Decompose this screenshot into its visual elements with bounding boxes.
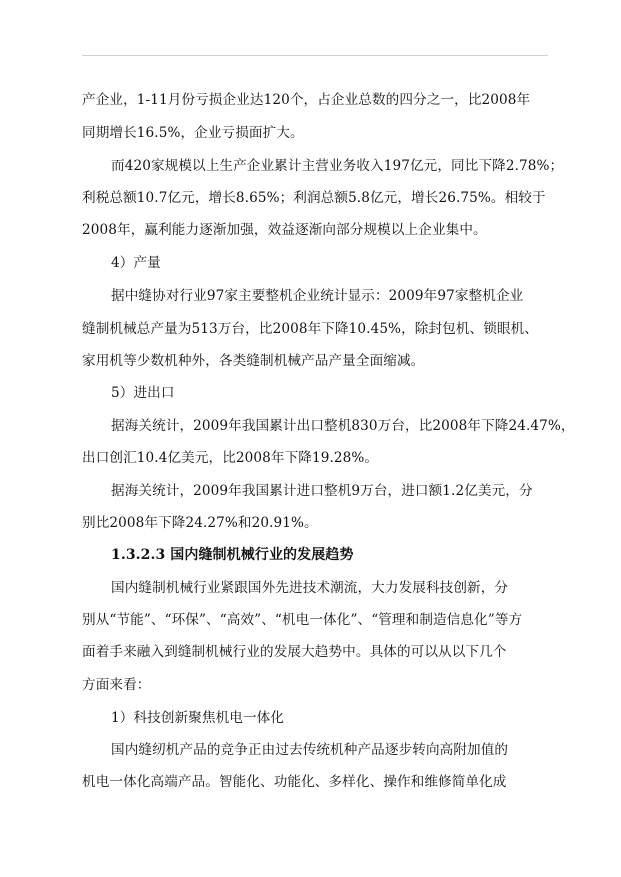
text-line: 据中缝协对行业97家主要整机企业统计显示：2009年97家整机企业	[111, 288, 524, 304]
text-line: 方面来看：	[82, 677, 151, 693]
text-line: 2008年，赢利能力逐渐加强，效益逐渐向部分规模以上企业集中。	[82, 222, 487, 238]
subheading: 1）科技创新聚焦机电一体化	[111, 710, 285, 726]
text-line: 机电一体化高端产品。智能化、功能化、多样化、操作和维修简单化成	[82, 774, 507, 790]
text-line: 产企业，1-11月份亏损企业达120个，占企业总数的四分之一，比2008年	[82, 92, 531, 108]
text-line: 同期增长16.5%，企业亏损面扩大。	[82, 125, 304, 141]
header-rule	[82, 55, 548, 56]
subheading: 5）进出口	[111, 385, 175, 401]
text-line: 国内缝制机械行业紧跟国外先进技术潮流，大力发展科技创新，分	[111, 580, 509, 596]
section-heading: 1.3.2.3 国内缝制机械行业的发展趋势	[111, 547, 354, 563]
subheading: 4）产量	[111, 255, 161, 271]
text-line: 国内缝纫机产品的竞争正由过去传统机种产品逐步转向高附加值的	[111, 742, 509, 758]
text-line: 据海关统计，2009年我国累计出口整机830万台，比2008年下降24.47%，	[111, 418, 575, 434]
text-line: 出口创汇10.4亿美元，比2008年下降19.28%。	[82, 450, 379, 466]
text-line: 据海关统计，2009年我国累计进口整机9万台，进口额1.2亿美元，分	[111, 483, 533, 499]
text-line: 而420家规模以上生产企业累计主营业务收入197亿元，同比下降2.78%；	[111, 158, 564, 174]
text-line: 缝制机械总产量为513万台，比2008年下降10.45%，除封包机、锁眼机、	[82, 321, 539, 337]
text-line: 别从“节能”、“环保”、“高效”、“机电一体化”、“管理和制造信息化”等方	[82, 612, 523, 628]
text-line: 别比2008年下降24.27%和20.91%。	[82, 515, 318, 531]
text-line: 家用机等少数机种外，各类缝制机械产品产量全面缩减。	[82, 353, 425, 369]
text-line: 利税总额10.7亿元，增长8.65%；利润总额5.8亿元，增长26.75%。相较于	[82, 190, 546, 206]
text-line: 面着手来融入到缝制机械行业的发展大趋势中。具体的可以从以下几个	[82, 644, 507, 660]
